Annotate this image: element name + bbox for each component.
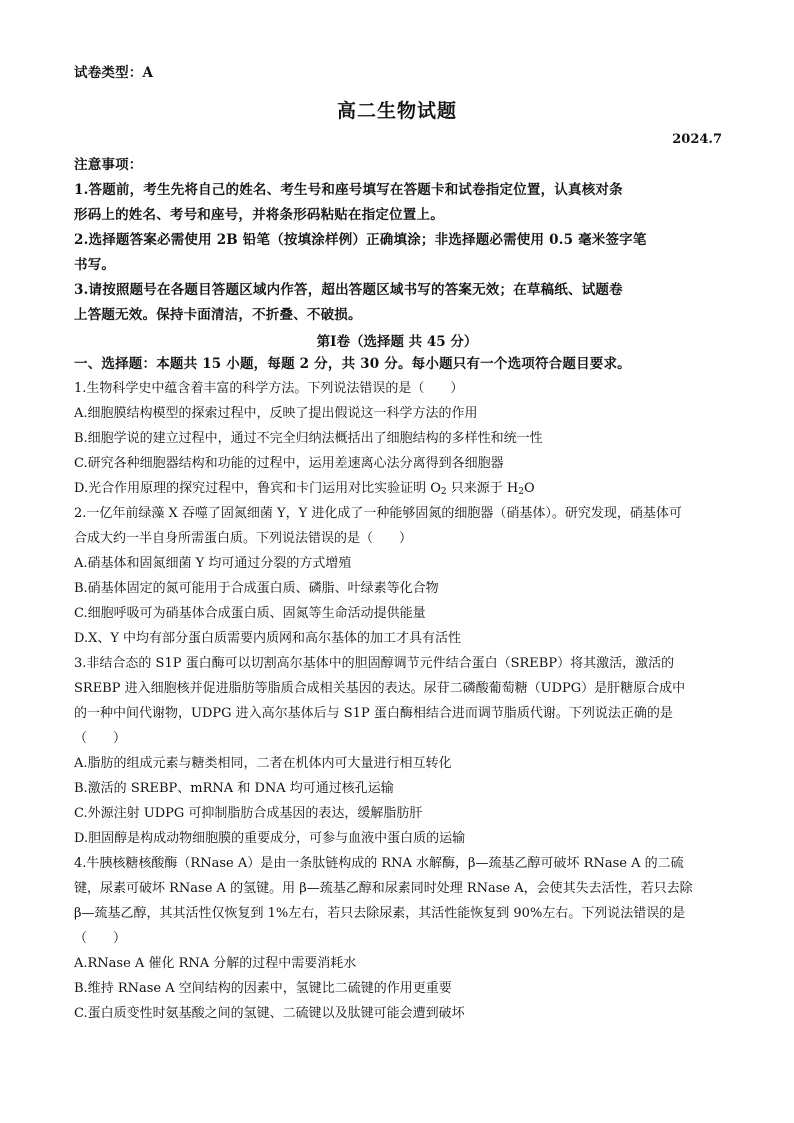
- question-4-stem: 4.牛胰核糖核酸酶（RNase A）是由一条肽链构成的 RNA 水解酶，β—巯基乙醇可破坏 RNase A 的二硫: [74, 856, 684, 871]
- question-4-stem: β—巯基乙醇，其其活性仅恢复到 1%左右，若只去除尿素，其活性能恢复到 90%左右。下列说法错误的是: [74, 906, 686, 921]
- question-3-option-a: A.脂肪的组成元素与糖类相同，二者在机体内可大量进行相互转化: [74, 756, 452, 771]
- notes-line: 2.选择题答案必需使用 2B 铅笔（按填涂样例）正确填涂；非选择题必需使用 0.5 毫米签字笔: [74, 232, 647, 248]
- question-4-option-c: C.蛋白质变性时氨基酸之间的氢键、二硫键以及肽键可能会遭到破坏: [74, 1006, 465, 1021]
- question-2-option-a: A.硝基体和固氮细菌 Y 均可通过分裂的方式增殖: [74, 556, 352, 571]
- notes-heading: 注意事项：: [74, 157, 143, 173]
- question-3-stem: SREBP 进入细胞核并促进脂肪等脂质合成相关基因的表达。尿苷二磷酸葡萄糖（UDPG）是肝糖原合成中: [74, 681, 686, 696]
- question-1-option-c: C.研究各种细胞器结构和功能的过程中，运用差速离心法分离得到各细胞器: [74, 456, 504, 471]
- paper-type: 试卷类型：A: [74, 65, 154, 81]
- page-title: 高二生物试题: [336, 100, 457, 122]
- subscript: 2: [440, 487, 447, 497]
- question-2-option-d: D.X、Y 中均有部分蛋白质需要内质网和高尔基体的加工才具有活性: [74, 631, 462, 646]
- notes-line: 3.请按照题号在各题目答题区域内作答，超出答题区域书写的答案无效；在草稿纸、试题卷: [74, 282, 623, 298]
- exam-date: 2024.7: [672, 132, 722, 147]
- question-3-stem: 的一种中间代谢物，UDPG 进入高尔基体后与 S1P 蛋白酶相结合进而调节脂质代谢。下列说法正确的是: [74, 706, 673, 721]
- question-1-option-b: B.细胞学说的建立过程中，通过不完全归纳法概括出了细胞结构的多样性和统一性: [74, 431, 543, 446]
- question-3-stem: （ ）: [74, 731, 127, 746]
- question-4-option-a: A.RNase A 催化 RNA 分解的过程中需要消耗水: [74, 956, 357, 971]
- notes-line: 形码上的姓名、考号和座号，并将条形码粘贴在指定位置上。: [74, 207, 444, 223]
- question-3-stem: 3.非结合态的 S1P 蛋白酶可以切割高尔基体中的胆固醇调节元件结合蛋白（SREBP）将其激活，激活的: [74, 656, 675, 671]
- option-d-text: 只来源于 H: [446, 481, 519, 496]
- notes-line: 上答题无效。保持卡面清洁，不折叠、不破损。: [74, 307, 362, 323]
- option-d-text: O: [523, 481, 535, 496]
- question-1-option-a: A.细胞膜结构模型的探索过程中，反映了提出假说这一科学方法的作用: [74, 406, 478, 421]
- question-4-stem: （ ）: [74, 931, 127, 946]
- question-2-stem: 合成大约一半自身所需蛋白质。下列说法错误的是（ ）: [74, 531, 413, 546]
- question-1-option-d: [74, 480, 726, 498]
- notes-line: 书写。: [74, 257, 116, 273]
- question-3-option-b: B.激活的 SREBP、mRNA 和 DNA 均可通过核孔运输: [74, 781, 394, 796]
- notes-line: 1.答题前，考生先将自己的姓名、考生号和座号填写在答题卡和试卷指定位置，认真核对条: [74, 182, 623, 198]
- question-4-stem: 键，尿素可破坏 RNase A 的氢键。用 β—巯基乙醇和尿素同时处理 RNase A，会使其失去活性，若只去除: [74, 881, 693, 896]
- option-d-text: D.光合作用原理的探究过程中，鲁宾和卡门运用对比实验证明 O: [74, 481, 441, 496]
- question-2-stem: 2.一亿年前绿藻 X 吞噬了固氮细菌 Y，Y 进化成了一种能够固氮的细胞器（硝基体）。研究发现，硝基体可: [74, 506, 682, 521]
- section-instruction: 一、选择题：本题共 15 小题，每题 2 分，共 30 分。每小题只有一个选项符合题目要求。: [74, 356, 631, 372]
- question-2-option-c: C.细胞呼吸可为硝基体合成蛋白质、固氮等生命活动提供能量: [74, 606, 426, 621]
- question-4-option-b: B.维持 RNase A 空间结构的因素中，氢键比二硫键的作用更重要: [74, 981, 452, 996]
- question-3-option-c: C.外源注射 UDPG 可抑制脂肪合成基因的表达，缓解脂肪肝: [74, 806, 423, 821]
- volume-title: 第Ⅰ卷（选择题 共 45 分）: [316, 334, 478, 350]
- question-2-option-b: B.硝基体固定的氮可能用于合成蛋白质、磷脂、叶绿素等化合物: [74, 581, 439, 596]
- question-3-option-d: D.胆固醇是构成动物细胞膜的重要成分，可参与血液中蛋白质的运输: [74, 831, 466, 846]
- subscript: 2: [518, 487, 524, 497]
- question-1-stem: 1.生物科学史中蕴含着丰富的科学方法。下列说法错误的是（ ）: [74, 381, 464, 396]
